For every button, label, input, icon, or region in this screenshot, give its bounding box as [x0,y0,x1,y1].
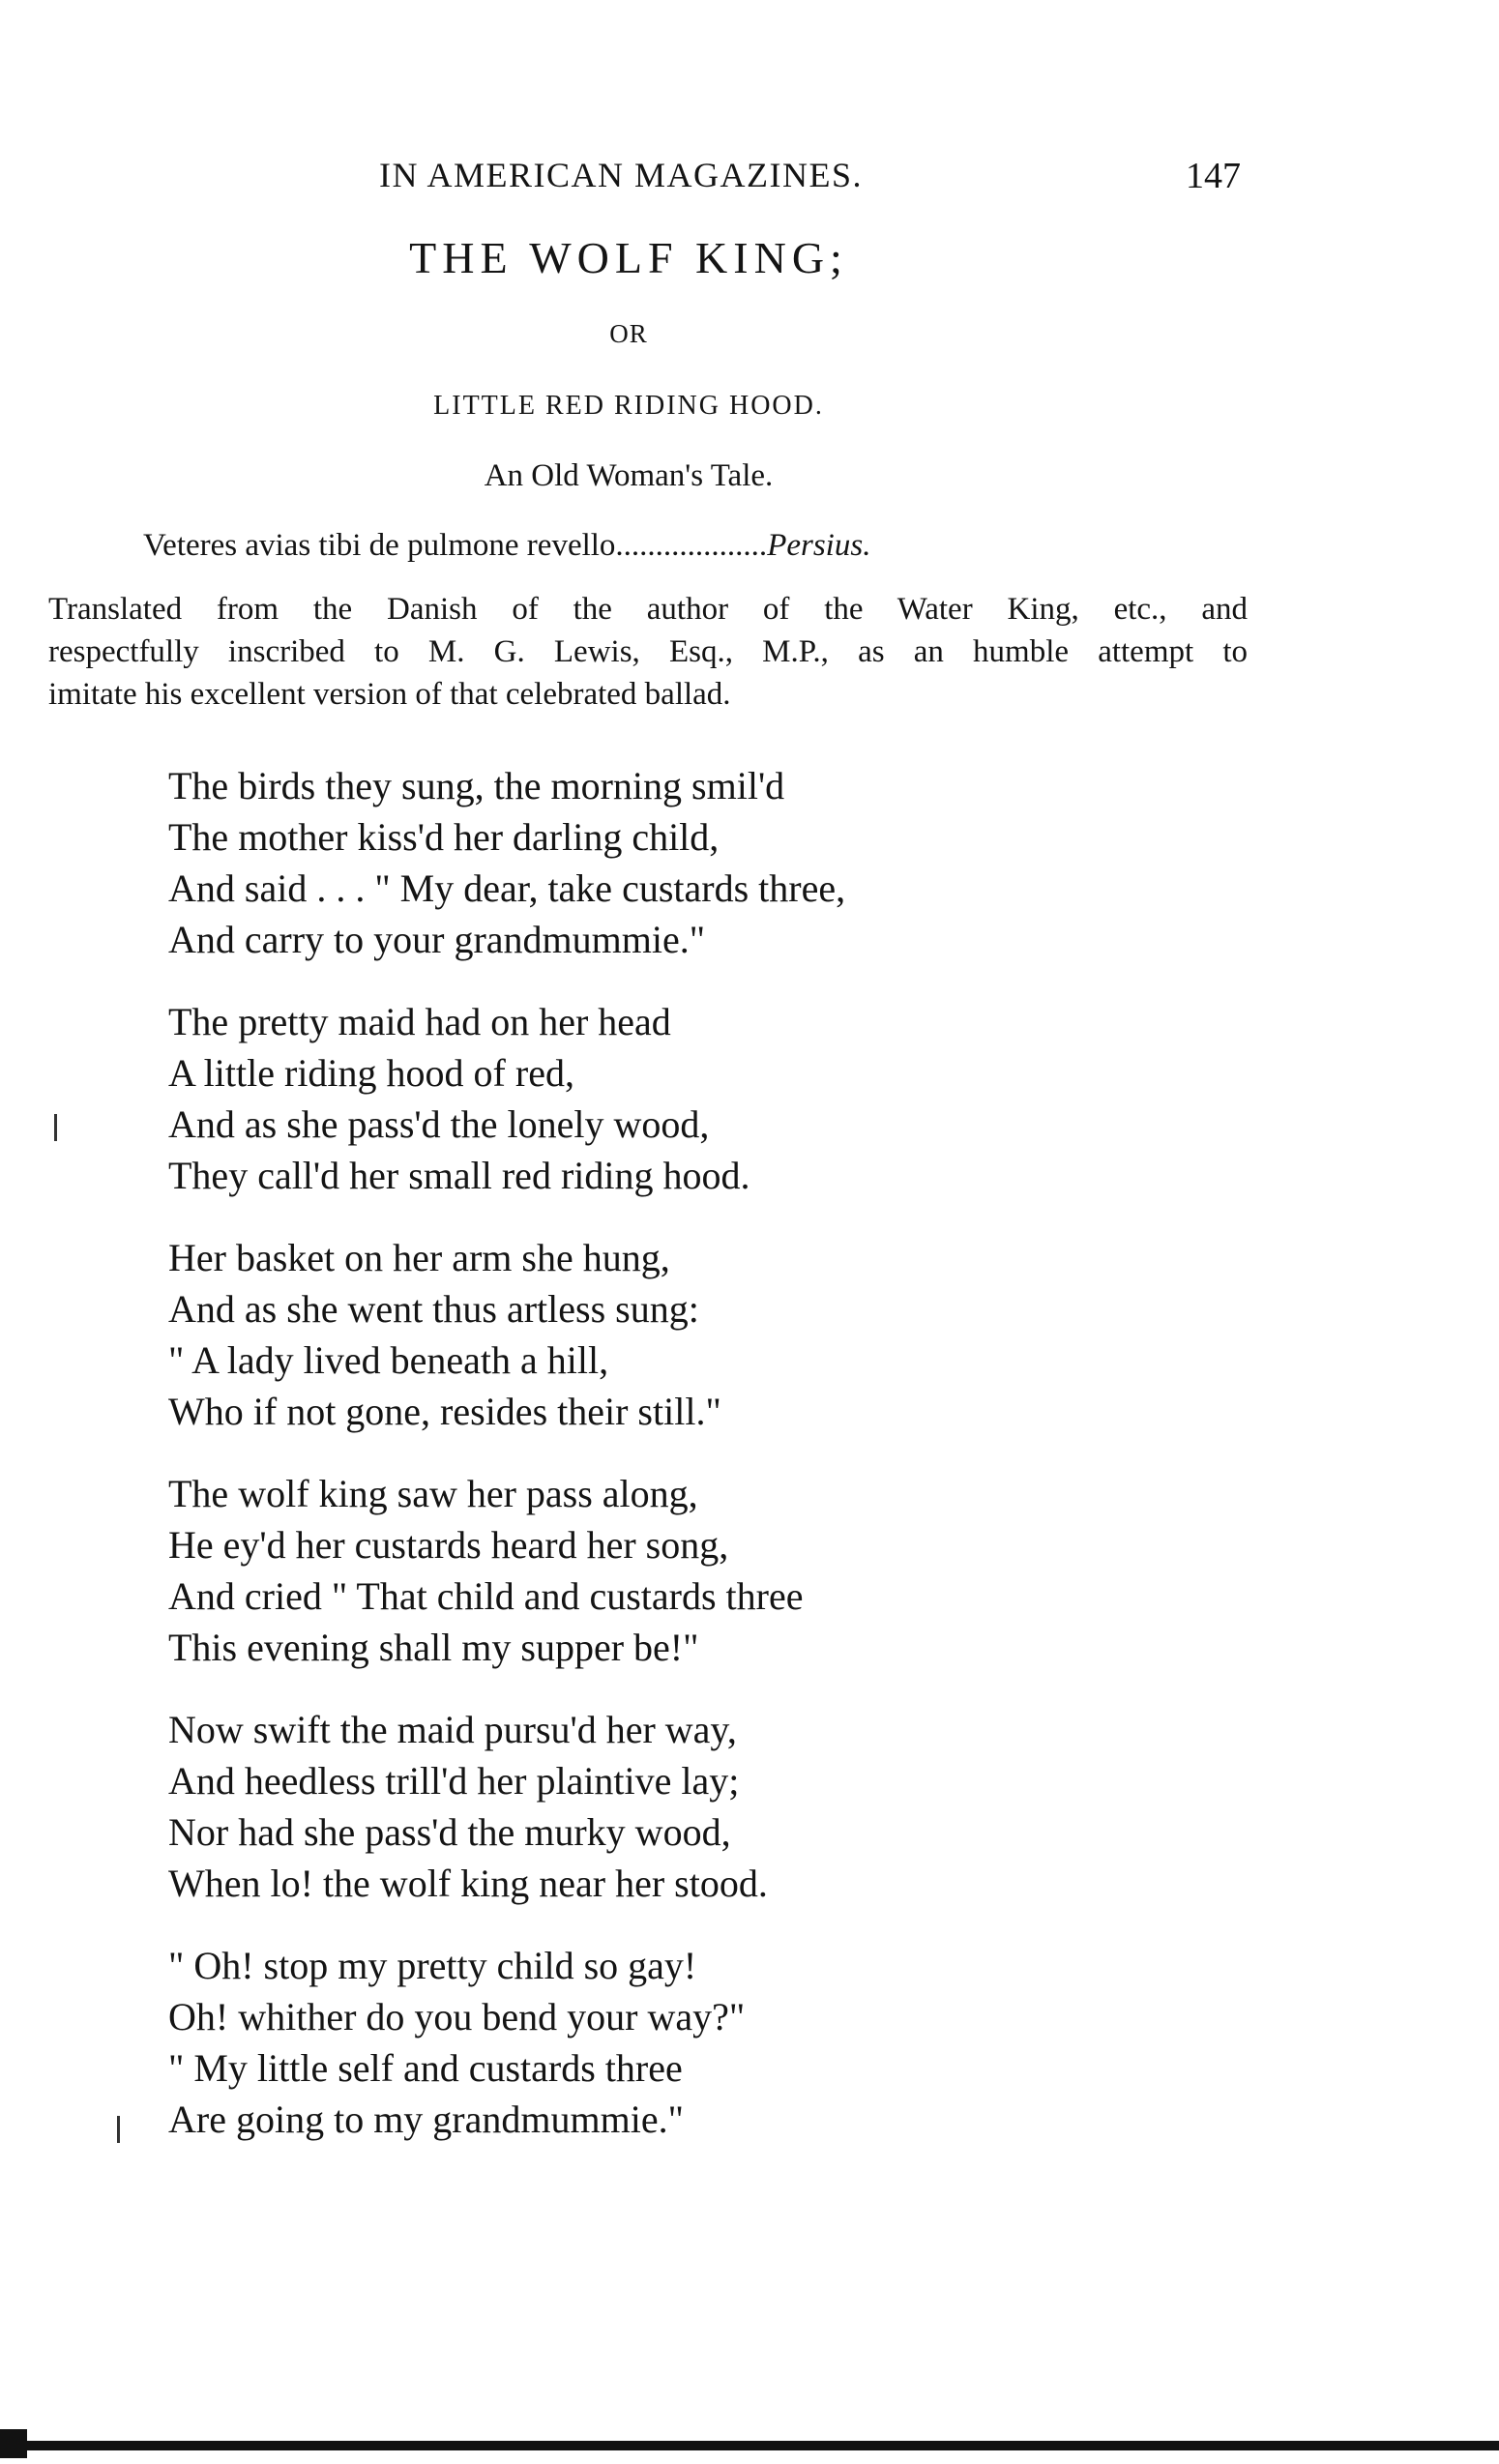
margin-mark [54,1114,57,1141]
stanza [168,1704,1135,1909]
verse-line: And carry to your grandmummie." [168,918,706,961]
translator-note-line: imitate his excellent version of that celebrated ballad. [48,677,731,712]
verse-line: The birds they sung, the morning smil'd [168,764,785,807]
translator-note-line: respectfully inscribed to M. G. Lewis, Esq., M.P., as an humble attempt to [48,634,1248,669]
verse-line: Who if not gone, resides their still." [168,1390,721,1433]
verse-line: Nor had she pass'd the murky wood, [168,1810,731,1854]
verse-line: And cried " That child and custards three [168,1574,804,1618]
stanza [168,996,1135,1201]
stanza [168,760,1135,965]
verse-line: And as she went thus artless sung: [168,1287,699,1331]
verse-line: " My little self and custards three [168,2046,683,2090]
epigraph-attribution: Persius. [767,528,871,563]
translator-note-line: Translated from the Danish of the author of the Water King, etc., and [48,592,1248,627]
running-head: IN AMERICAN MAGAZINES. [379,156,863,194]
verse-line: He ey'd her custards heard her song, [168,1523,729,1567]
verse-line: And heedless trill'd her plaintive lay; [168,1759,740,1803]
translator-note [48,588,1248,716]
bottom-rule [0,2441,1499,2450]
epigraph [143,528,870,564]
verse-line: Now swift the maid pursu'd her way, [168,1708,737,1751]
epigraph-text: Veteres avias tibi de pulmone revello................... [143,528,768,563]
verse-line: " A lady lived beneath a hill, [168,1338,609,1382]
poem-title: THE WOLF KING; [409,233,848,282]
tale-line: An Old Woman's Tale. [484,458,774,493]
verse-line: Are going to my grandmummie." [168,2097,684,2141]
verse-line: They call'd her small red riding hood. [168,1154,750,1197]
verse-line: Her basket on her arm she hung, [168,1236,670,1279]
stanza [168,1232,1135,1437]
poem-subtitle: LITTLE RED RIDING HOOD. [433,391,824,421]
verse-line: When lo! the wolf king near her stood. [168,1862,768,1905]
verse-line: The mother kiss'd her darling child, [168,815,720,859]
verse-line: " Oh! stop my pretty child so gay! [168,1944,697,1987]
or-line: OR [609,319,648,348]
margin-mark [117,2116,120,2143]
page-number: 147 [1186,156,1241,196]
stanza [168,1940,1135,2145]
verse-line: The wolf king saw her pass along, [168,1472,698,1515]
verse-line: Oh! whither do you bend your way?" [168,1995,746,2039]
verse-line: The pretty maid had on her head [168,1000,671,1043]
verse-line: A little riding hood of red, [168,1051,574,1095]
verse-line: This evening shall my supper be!" [168,1626,699,1669]
verse-line: And as she pass'd the lonely wood, [168,1102,710,1146]
stanza [168,1468,1135,1673]
verse-line: And said . . . " My dear, take custards three, [168,866,846,910]
